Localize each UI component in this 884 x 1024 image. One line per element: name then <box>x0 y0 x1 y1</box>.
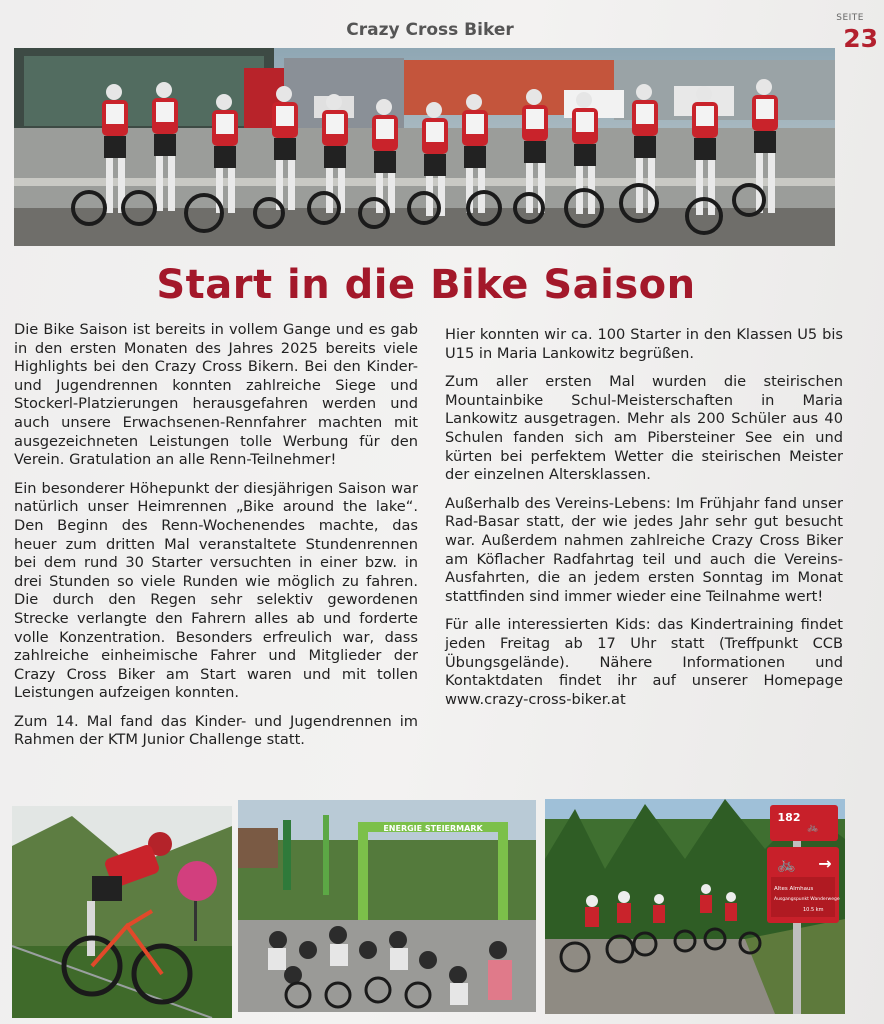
sign-number: 182 <box>777 811 801 824</box>
page-label: SEITE <box>836 13 864 23</box>
arrow-right-icon: → <box>818 854 832 873</box>
left-column <box>14 321 418 760</box>
start-arch-photo <box>238 800 536 1012</box>
sign-distance: 10.5 km <box>803 907 824 913</box>
start-arch-banner: ENERGIE STEIERMARK <box>383 824 483 833</box>
paragraph: Zum 14. Mal fand das Kinder- und Jugendrennen im Rahmen der KTM Junior Challenge statt. <box>14 712 418 749</box>
rider-photo <box>12 806 232 1018</box>
paragraph: Die Bike Saison ist bereits in vollem Gange und es gab in den ersten Monaten des Jahres 2025 bereits viele Highlights bei den Crazy Cross Bikern. Bei den Kinder- und Jugendrennen konnten zahlreiche Siege und Stockerl-Platzierungen herausgefahren werden und auch unsere Erwachsenen-Rennfahrer machten mit ausgezeichneten Leistungen tolle Werbung für den Verein. Gratulation an alle Renn-Teilnehmer! <box>14 321 418 469</box>
bike-icon: 🚲 <box>807 823 819 833</box>
running-head: Crazy Cross Biker <box>346 20 514 40</box>
paragraph: Für alle interessierten Kids: das Kindertraining findet jeden Freitag ab 17 Uhr statt (Treffpunkt CCB Übungsgelände). Nähere Informationen und Kontaktdaten findet ihr auf unserer Homepage www.crazy-cross-biker.at <box>445 616 843 708</box>
right-column <box>445 326 843 719</box>
sign-line1: Altes Almhaus <box>774 886 814 892</box>
paragraph: Hier konnten wir ca. 100 Starter in den Klassen U5 bis U15 in Maria Lankowitz begrüßen. <box>445 326 843 362</box>
article-headline: Start in die Bike Saison <box>156 262 696 308</box>
paragraph: Ein besonderer Höhepunkt der diesjährigen Saison war natürlich unser Heimrennen „Bike around the lake“. Den Beginn des Renn-Wochenendes machte, das heuer zum dritten Mal veranstaltete Stundenrennen bei dem rund 30 Starter versuchten in einer bzw. in drei Stunden so viele Runden wie möglich zu fahren. Die durch den Regen sehr selektiv gewordenen Strecke verlangte den Fahrern alles ab und forderte volle Konzentration. Besonders erfreulich war, dass zahlreiche einheimische Fahrer und Mitglieder der Crazy Cross Biker am Start waren und mit tollen Leistungen aufzeigen konnten. <box>14 479 418 702</box>
team-photo <box>14 48 835 246</box>
bike-icon: 🚲 <box>777 855 796 873</box>
trail-photo <box>545 799 845 1014</box>
paragraph: Zum aller ersten Mal wurden die steirischen Mountainbike Schul-Meisterschaften in Maria Lankowitz ausgetragen. Mehr als 200 Schüler aus 40 Schulen fanden sich am Pibersteiner See ein und kürten bei perfektem Wetter die steirischen Meister der einzelnen Altersklassen. <box>445 373 843 484</box>
paragraph: Außerhalb des Vereins-Lebens: Im Frühjahr fand unser Rad-Basar statt, der wie jedes Jahr sehr gut besucht war. Außerdem nahmen zahlreiche Crazy Cross Biker am Köflacher Radfahrtag teil und auch die Vereins-Ausfahrten, die an jedem ersten Sonntag im Monat stattfinden sind immer wieder eine Teilnahme wert! <box>445 494 843 605</box>
sign-line2: Ausgangspunkt Wanderwege <box>774 897 840 902</box>
page-number: 23 <box>843 24 878 53</box>
